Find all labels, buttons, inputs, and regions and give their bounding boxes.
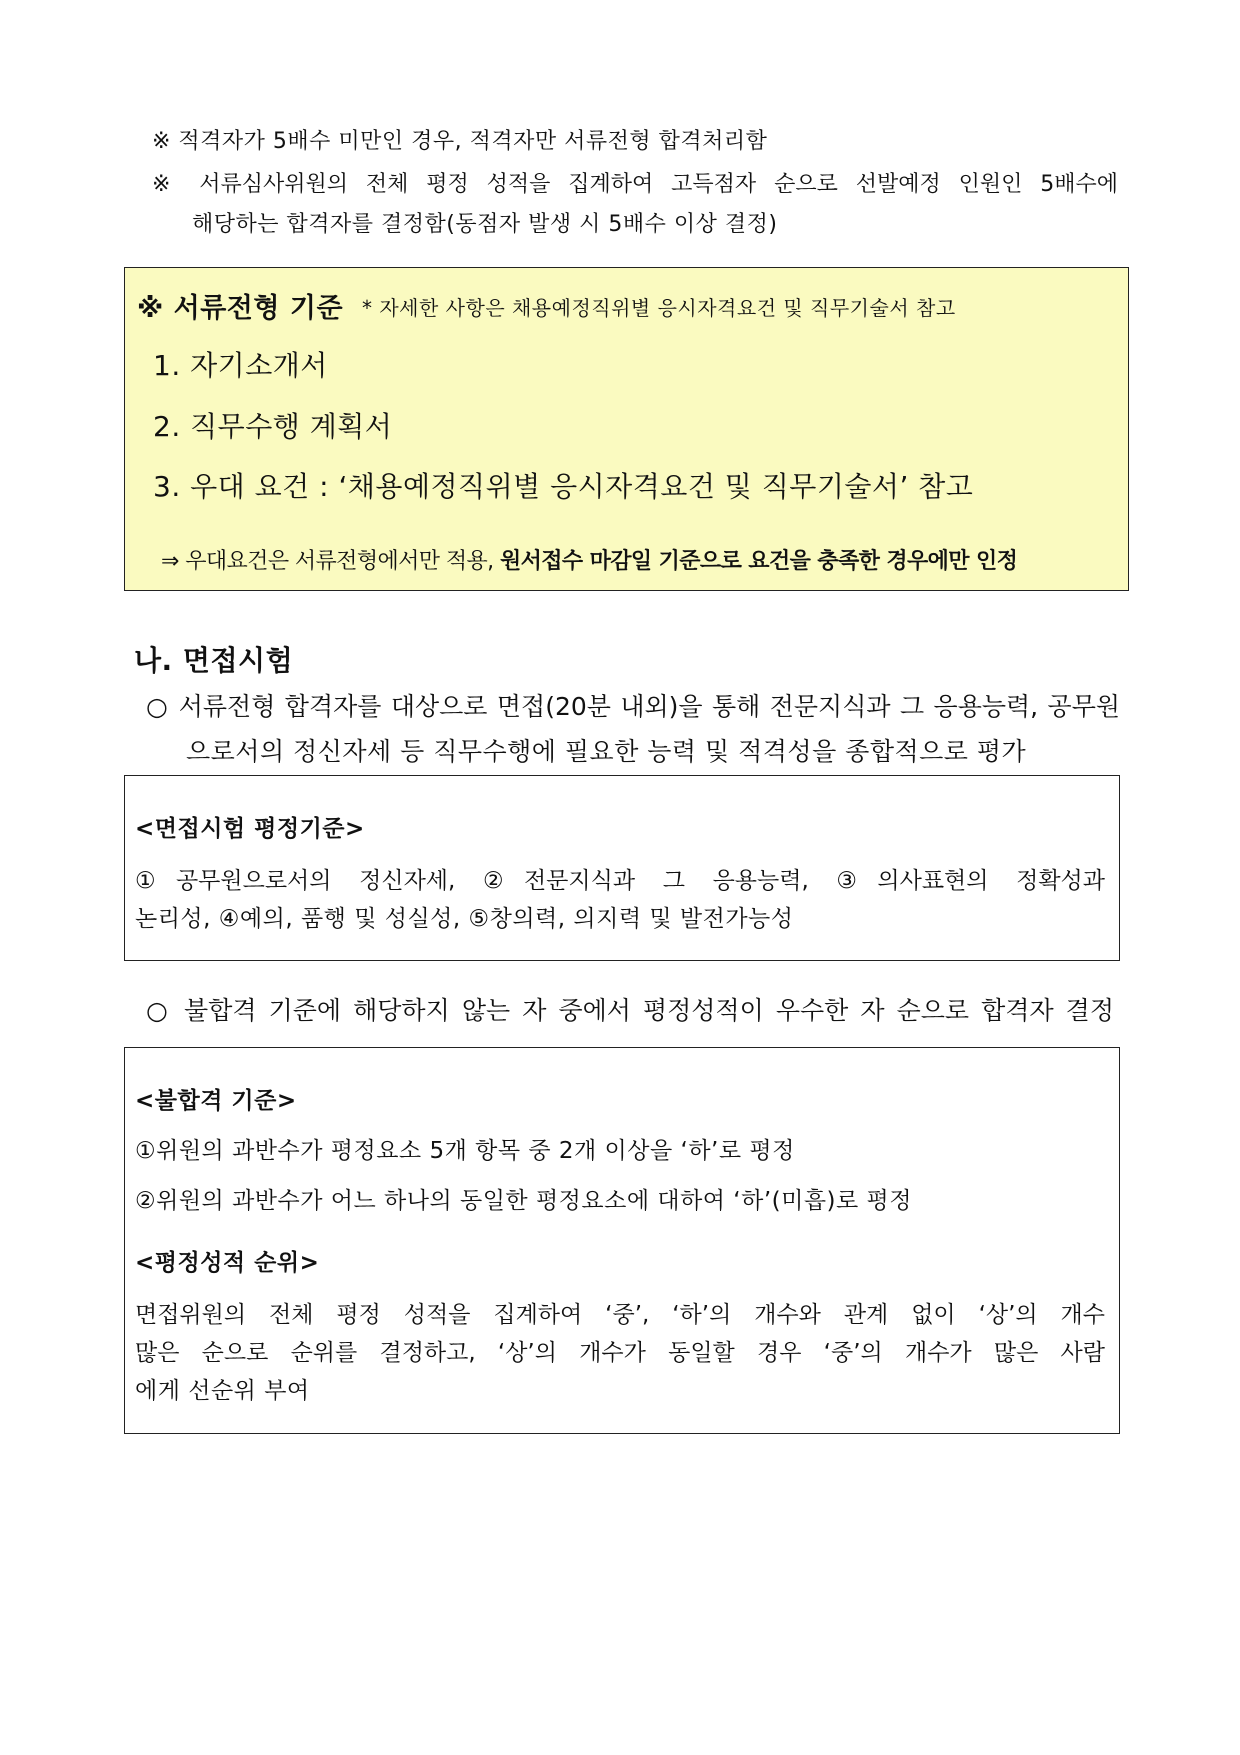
ranking-line2: 많은 순으로 순위를 결정하고, ‘상’의 개수가 동일할 경우 ‘중’의 개수가 많은 사람 [135,1340,1105,1366]
doc-criteria-note-bold: 원서접수 마감일 기준으로 요건을 충족한 경우에만 인정 [499,549,1018,574]
fail-criteria-2: ②위원의 과반수가 어느 하나의 동일한 평정요소에 대하여 ‘하’(미흡)로 평정 [135,1188,912,1214]
doc-criteria-item-3: 3. 우대 요건 : ‘채용예정직위별 응시자격요건 및 직무기술서’ 참고 [153,470,974,503]
note-scoring-line1: ※ 서류심사위원의 전체 평정 성적을 집계하여 고득점자 순으로 선발예정 인원인 5배수에 [152,172,1118,197]
fail-criteria-1: ①위원의 과반수가 평정요소 5개 항목 중 2개 이상을 ‘하’로 평정 [135,1138,795,1164]
interview-desc-line1: ○ 서류전형 합격자를 대상으로 면접(20분 내외)을 통해 전문지식과 그 응용능력, 공무원 [146,692,1120,721]
interview-heading: 나. 면접시험 [134,644,294,677]
ranking-title: <평정성적 순위> [135,1250,320,1276]
interview-desc-line2: 으로서의 정신자세 등 직무수행에 필요한 능력 및 적격성을 종합적으로 평가 [186,737,1027,766]
interview-criteria-line2: 논리성, ④예의, 품행 및 성실성, ⑤창의력, 의지력 및 발전가능성 [135,906,794,932]
doc-criteria-item-2: 2. 직무수행 계획서 [153,410,393,443]
fail-criteria-title: <불합격 기준> [135,1088,297,1114]
pass-rule: ○ 불합격 기준에 해당하지 않는 자 중에서 평정성적이 우수한 자 순으로 합격자 결정 [146,996,1114,1025]
interview-criteria-line1: ①공무원으로서의 정신자세, ②전문지식과 그 응용능력, ③의사표현의 정확성과 [135,868,1105,894]
doc-criteria-title: ※ 서류전형 기준 [137,293,344,324]
doc-criteria-note [161,544,1017,575]
doc-criteria-box [124,267,1129,591]
interview-criteria-box [124,775,1120,961]
doc-criteria-item-1: 1. 자기소개서 [153,349,328,382]
doc-criteria-note-normal: ⇒ 우대요건은 서류전형에서만 적용, [161,549,500,574]
interview-criteria-title: <면접시험 평정기준> [135,816,365,842]
note-qualified-count: ※ 적격자가 5배수 미만인 경우, 적격자만 서류전형 합격처리함 [152,129,768,154]
note-scoring-line2: 해당하는 합격자를 결정함(동점자 발생 시 5배수 이상 결정) [192,212,778,237]
ranking-line3: 에게 선순위 부여 [135,1378,310,1404]
fail-criteria-box [124,1047,1120,1434]
doc-criteria-subtitle: * 자세한 사항은 채용예정직위별 응시자격요건 및 직무기술서 참고 [362,296,956,320]
ranking-line1: 면접위원의 전체 평정 성적을 집계하여 ‘중’, ‘하’의 개수와 관계 없이 ‘상’의 개수 [135,1302,1105,1328]
